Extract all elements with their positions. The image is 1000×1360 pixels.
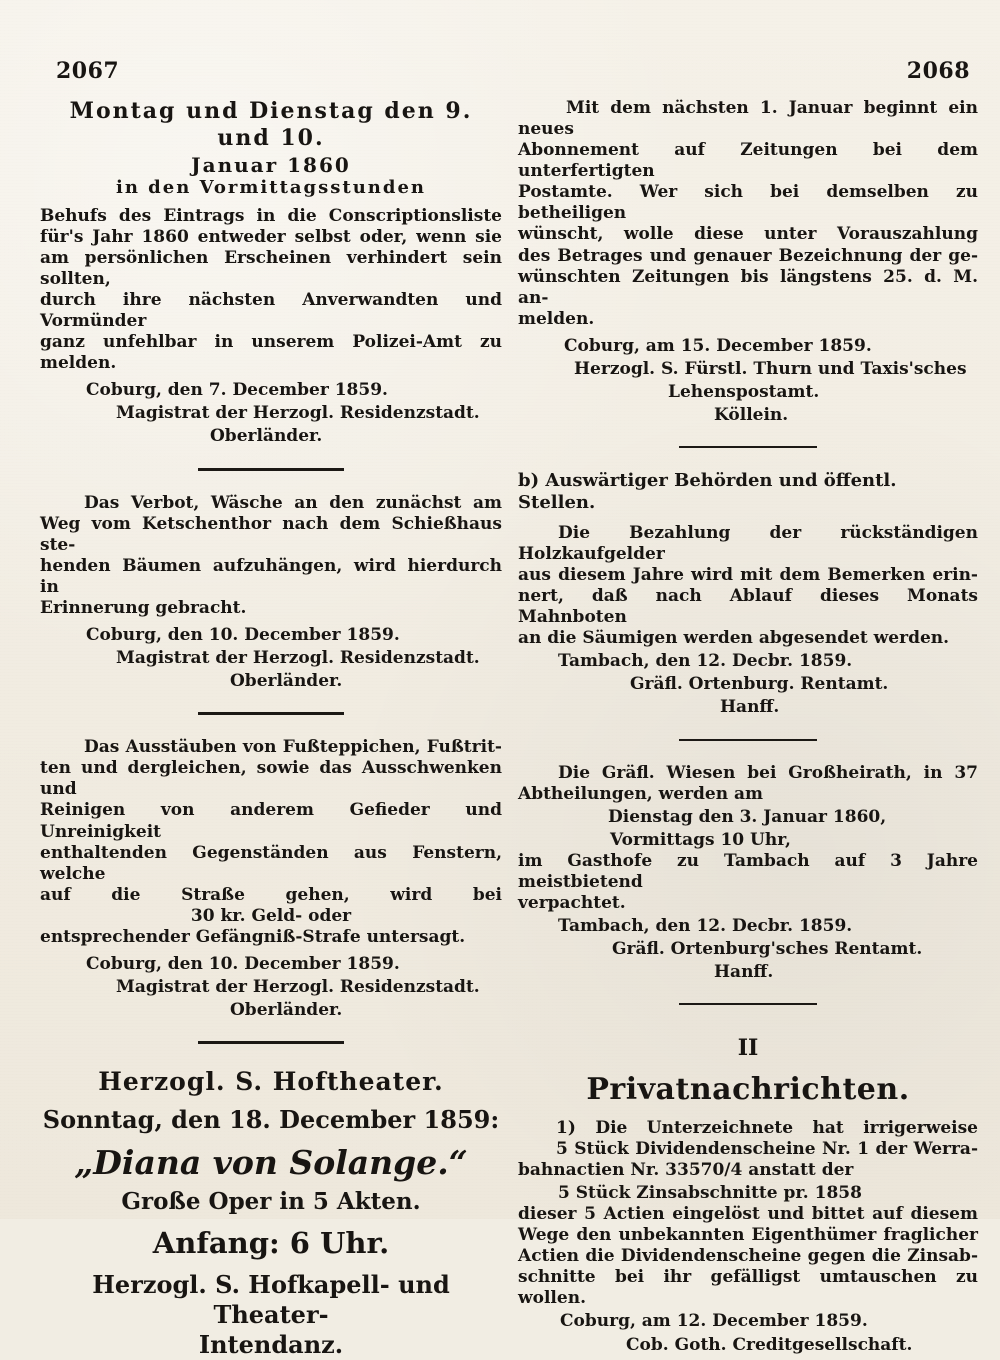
- section-divider: [198, 468, 344, 471]
- notice-body-line: Weg vom Ketschenthor nach dem Schießhaus ste-: [40, 513, 502, 555]
- notice-body-line: nert, daß nach Ablauf dieses Monats Mahnboten: [518, 586, 978, 628]
- notice-issuer: Cob. Goth. Creditgesellschaft.: [626, 1334, 913, 1355]
- notice-issuer: Magistrat der Herzogl. Residenzstadt.: [116, 648, 480, 669]
- notice-body-line: Postamte. Wer sich bei demselben zu betheiligen: [518, 182, 978, 224]
- notice-issuer: Gräfl. Ortenburg'sches Rentamt.: [612, 939, 923, 960]
- left-notice-2: [40, 493, 502, 693]
- notice-body-line: auf die Straße gehen, wird bei: [40, 884, 502, 905]
- section-divider: [198, 1041, 344, 1044]
- notice-body-line: enthaltenden Gegenständen aus Fenstern, welche: [40, 842, 502, 884]
- notice-body-line: wünscht, wolle diese unter Vorauszahlung: [518, 224, 978, 245]
- notice-body-line: Die Bezahlung der rückständigen Holzkaufgelder: [518, 522, 978, 564]
- notice-body-line: 1) Die Unterzeichnete hat irrigerweise: [556, 1117, 978, 1138]
- notice-signature: Oberländer.: [230, 671, 343, 692]
- section-divider: [198, 712, 344, 715]
- notice-issuer: Magistrat der Herzogl. Residenzstadt.: [116, 977, 480, 998]
- left-notice-3: [40, 737, 502, 1021]
- section-ii: [518, 1035, 978, 1355]
- notice-place-date: Coburg, den 7. December 1859.: [86, 380, 388, 401]
- notice-body-line: Abonnement auf Zeitungen bei dem unterfertigten: [518, 140, 978, 182]
- section-divider: [679, 1003, 817, 1005]
- notice-signature: Oberländer.: [210, 426, 323, 447]
- section-divider: [679, 739, 817, 741]
- right-column: [518, 98, 978, 1356]
- notice-body-line: Vormittags 10 Uhr,: [610, 829, 791, 850]
- notice-body-line: aus diesem Jahre wird mit dem Bemerken erin-: [518, 564, 978, 585]
- notice-issuer: Magistrat der Herzogl. Residenzstadt.: [116, 403, 480, 424]
- page-number-left: 2067: [56, 58, 120, 84]
- notice-signature: Oberländer.: [230, 1000, 343, 1021]
- theater-footer-line-2: Intendanz.: [198, 1330, 344, 1360]
- notice-place-date: Coburg, den 10. December 1859.: [86, 624, 400, 645]
- notice-title-line-2: Januar 1860: [191, 152, 351, 177]
- section-divider: [679, 446, 817, 448]
- notice-issuer-line-2: Lehenspostamt.: [668, 382, 820, 403]
- theater-start-time: Anfang: 6 Uhr.: [152, 1226, 390, 1261]
- theater-footer-line-1: Herzogl. S. Hofkapell- und Theater-: [92, 1270, 450, 1330]
- notice-body-line: verpachtet.: [518, 892, 626, 913]
- notice-body-line: melden.: [518, 308, 595, 329]
- theater-heading: Herzogl. S. Hoftheater.: [98, 1067, 444, 1097]
- notice-body-line: Wege den unbekannten Eigenthümer fraglicher: [518, 1225, 978, 1246]
- theater-title: „Diana von Solange.“: [74, 1142, 468, 1182]
- notice-body-line: für's Jahr 1860 entweder selbst oder, wenn sie: [40, 226, 502, 247]
- notice-body-line: Actien die Dividendenscheine gegen die Zinsab-: [518, 1246, 978, 1267]
- notice-body-line: durch ihre nächsten Anverwandten und Vormünder: [40, 289, 502, 332]
- section-b: [518, 470, 978, 983]
- notice-body-line: Das Ausstäuben von Fußteppichen, Fußtrit-: [84, 737, 502, 758]
- notice-body-line: Mit dem nächsten 1. Januar beginnt ein neues: [518, 98, 978, 140]
- notice-body-line: an die Säumigen werden abgesendet werden.: [518, 628, 950, 649]
- notice-place-date: Coburg, am 15. December 1859.: [564, 335, 872, 356]
- notice-body-line: Dienstag den 3. Januar 1860,: [608, 806, 887, 827]
- theater-date: Sonntag, den 18. December 1859:: [42, 1105, 500, 1135]
- notice-body-line: henden Bäumen aufzuhängen, wird hierdurch in: [40, 555, 502, 597]
- page-number-right: 2068: [906, 58, 970, 84]
- left-column: [40, 98, 502, 1360]
- notice-body-line: 5 Stück Zinsabschnitte pr. 1858: [558, 1182, 862, 1203]
- notice-body-line: Behufs des Eintrags in die Conscriptionsliste: [40, 205, 502, 226]
- notice-place-date: Coburg, am 12. December 1859.: [560, 1311, 868, 1332]
- notice-body-line: 5 Stück Dividendenscheine Nr. 1 der Werra-: [556, 1138, 978, 1159]
- notice-title-line-1: Montag und Dienstag den 9. und 10.: [69, 98, 473, 152]
- notice-body-line: am persönlichen Erscheinen verhindert sein sollten,: [40, 247, 502, 289]
- section-b-notice-1: [518, 523, 978, 719]
- notice-body-line: Erinnerung gebracht.: [40, 597, 247, 618]
- notice-body-line: des Betrages und genauer Bezeichnung der ge-: [518, 245, 978, 266]
- notice-body-line: ganz unfehlbar in unserem Polizei-Amt zu melden.: [40, 332, 502, 374]
- notice-body-line: entsprechender Gefängniß-Strafe untersagt.: [40, 926, 466, 947]
- theater-subtitle: Große Oper in 5 Akten.: [121, 1187, 421, 1215]
- notice-signature: Hanff.: [720, 697, 780, 718]
- notice-body-line: schnitte bei ihr gefälligst umtauschen zu wollen.: [518, 1267, 978, 1309]
- notice-body-line: ten und dergleichen, sowie das Ausschwenken und: [40, 758, 502, 800]
- notice-issuer: Gräfl. Ortenburg. Rentamt.: [630, 674, 889, 695]
- section-b-title: b) Auswärtiger Behörden und öffentl. Stellen.: [518, 470, 897, 514]
- notice-body-line: Das Verbot, Wäsche an den zunächst am: [84, 492, 502, 513]
- notice-title-line-3: in den Vormittagsstunden: [115, 177, 427, 199]
- notice-body-line: Die Gräfl. Wiesen bei Großheirath, in 37: [558, 762, 978, 783]
- notice-body-line: im Gasthofe zu Tambach auf 3 Jahre meistbietend: [518, 850, 978, 892]
- right-notice-1: [518, 98, 978, 426]
- theater-announcement: [40, 1066, 502, 1360]
- notice-body-line: wünschten Zeitungen bis längstens 25. d. M. an-: [518, 266, 978, 308]
- notice-place-date: Tambach, den 12. Decbr. 1859.: [558, 916, 853, 937]
- section-ii-roman: II: [737, 1035, 759, 1062]
- notice-body-line: bahnactien Nr. 33570/4 anstatt der: [518, 1159, 854, 1180]
- section-ii-heading: Privatnachrichten.: [586, 1071, 910, 1107]
- notice-body-line: 30 kr. Geld- oder: [190, 905, 352, 926]
- notice-issuer-line-1: Herzogl. S. Fürstl. Thurn und Taxis'sches: [574, 358, 967, 379]
- notice-signature: Hanff.: [714, 962, 774, 983]
- left-notice-1: [40, 98, 502, 448]
- notice-body-line: Abtheilungen, werden am: [518, 783, 764, 804]
- notice-place-date: Tambach, den 12. Decbr. 1859.: [558, 651, 853, 672]
- section-b-notice-2: [518, 763, 978, 984]
- notice-place-date: Coburg, den 10. December 1859.: [86, 953, 400, 974]
- notice-signature: Köllein.: [714, 405, 789, 426]
- notice-body-line: dieser 5 Actien eingelöst und bittet auf diesem: [518, 1204, 978, 1225]
- notice-body-line: Reinigen von anderem Gefieder und Unreinigkeit: [40, 800, 502, 842]
